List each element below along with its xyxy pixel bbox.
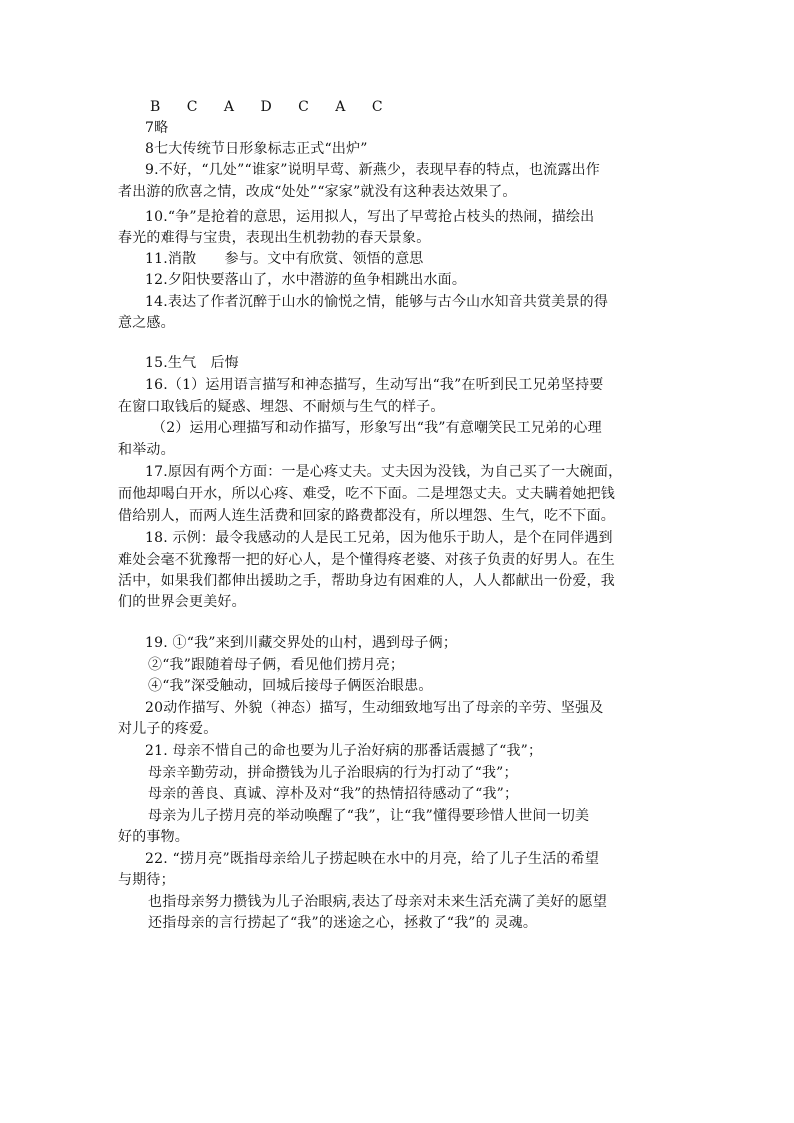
answer-9-line1: 9.不好，“几处”“谁家”说明早莺、新燕少，表现早春的特点，也流露出作 xyxy=(145,162,600,178)
answer-19-line1: 19. ①“我”来到川藏交界处的山村，遇到母子俩； xyxy=(145,635,458,651)
answer-12: 12.夕阳快要落山了，水中潜游的鱼争相跳出水面。 xyxy=(145,272,467,288)
answer-19-line2: ②“我”跟随着母子俩，看见他们捞月亮； xyxy=(148,657,405,673)
answer-21-line4: 母亲为儿子捞月亮的举动唤醒了“我”，让“我”懂得要珍惜人世间一切美 xyxy=(148,808,590,824)
answer-18-line4: 们的世界会更美好。 xyxy=(118,594,246,610)
answer-21-line5: 好的事物。 xyxy=(118,829,189,845)
answer-17-line2: 而他却喝白开水，所以心疼、难受，吃不下面。二是埋怨丈夫。丈夫瞒着她把钱 xyxy=(118,486,615,502)
answer-7: 7略 xyxy=(145,120,169,136)
answer-10-line2: 春光的难得与宝贵，表现出生机勃勃的春天景象。 xyxy=(118,230,431,246)
answer-22-line3: 也指母亲努力攒钱为儿子治眼病,表达了母亲对未来生活充满了美好的愿望 xyxy=(148,894,608,910)
answer-20-line1: 20动作描写、外貌（神态）描写，生动细致地写出了母亲的辛劳、坚强及 xyxy=(145,700,604,716)
answer-21-line2: 母亲辛勤劳动，拼命攒钱为儿子治眼病的行为打动了“我”； xyxy=(148,765,518,781)
answer-16-line3: （2）运用心理描写和动作描写，形象写出“我”有意嘲笑民工兄弟的心理 xyxy=(152,420,602,436)
answer-8: 8七大传统节日形象标志正式“出炉” xyxy=(145,141,368,157)
answer-18-line2: 难处会毫不犹豫帮一把的好心人，是个懂得疼老婆、对孩子负责的好男人。在生 xyxy=(118,552,615,568)
answer-14-line1: 14.表达了作者沉醉于山水的愉悦之情，能够与古今山水知音共赏美景的得 xyxy=(145,294,609,310)
answer-10-line1: 10.“争”是抢着的意思，运用拟人，写出了早莺抢占枝头的热闹，描绘出 xyxy=(145,209,595,225)
answer-16-line1: 16.（1）运用语言描写和神态描写，生动写出“我”在听到民工兄弟坚持要 xyxy=(145,377,604,393)
answer-16-line4: 和举动。 xyxy=(118,442,175,458)
answer-16-line2: 在窗口取钱后的疑惑、埋怨、不耐烦与生气的样子。 xyxy=(118,399,445,415)
answer-20-line2: 对儿子的疼爱。 xyxy=(118,721,218,737)
answer-9-line2: 者出游的欣喜之情，改成“处处”“家家”就没有这种表达效果了。 xyxy=(118,184,517,200)
answer-15: 15.生气 后悔 xyxy=(145,355,239,371)
mc-answers: B C A D C A C xyxy=(150,99,394,115)
answer-14-line2: 意之感。 xyxy=(118,315,175,331)
answer-17-line1: 17.原因有两个方面：一是心疼丈夫。丈夫因为没钱，为自己买了一大碗面， xyxy=(145,464,623,480)
answer-19-line3: ④“我”深受触动，回城后接母子俩医治眼患。 xyxy=(148,678,433,694)
answer-17-line3: 借给别人，而两人连生活费和回家的路费都没有，所以埋怨、生气，吃不下面。 xyxy=(118,508,615,524)
answer-22-line1: 22. “捞月亮”既指母亲给儿子捞起映在水中的月亮，给了儿子生活的希望 xyxy=(145,851,600,867)
answer-18-line1: 18. 示例：最令我感动的人是民工兄弟，因为他乐于助人，是个在同伴遇到 xyxy=(145,530,613,546)
answer-22-line4: 还指母亲的言行捞起了“我”的迷途之心，拯救了“我”的 灵魂。 xyxy=(148,915,538,931)
answer-22-line2: 与期待； xyxy=(118,872,175,888)
answer-21-line3: 母亲的善良、真诚、淳朴及对“我”的热情招待感动了“我”； xyxy=(148,786,519,802)
answer-11: 11.消散 参与。文中有欣赏、领悟的意思 xyxy=(145,251,424,267)
answer-21-line1: 21. 母亲不惜自己的命也要为儿子治好病的那番话震撼了“我”； xyxy=(145,743,543,759)
answer-18-line3: 活中，如果我们都伸出援助之手，帮助身边有困难的人，人人都献出一份爱，我 xyxy=(118,573,615,589)
